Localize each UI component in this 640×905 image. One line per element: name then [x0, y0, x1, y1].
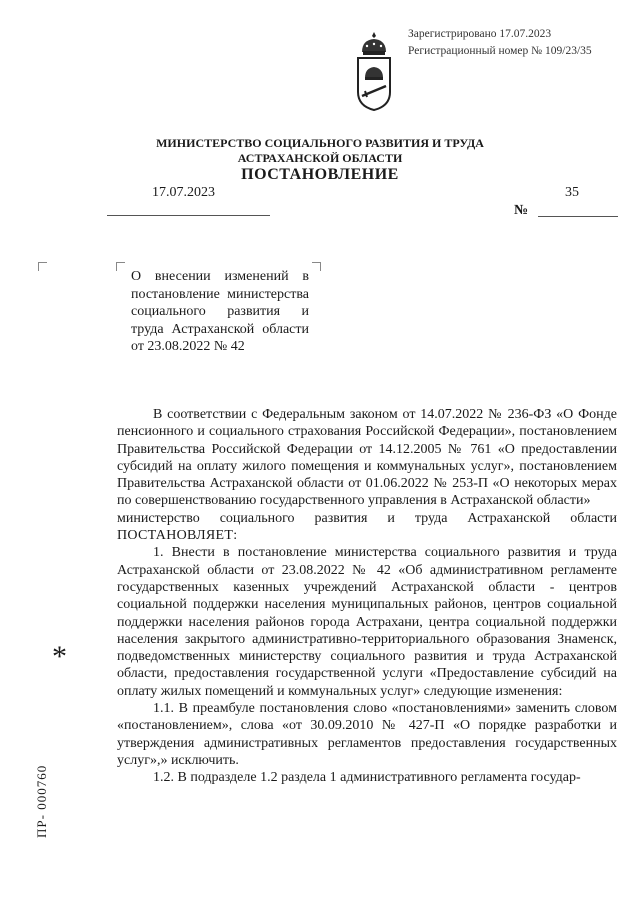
document-number: 35 [565, 185, 579, 200]
number-sign: № [514, 203, 529, 218]
date-underline [107, 215, 270, 216]
registration-date: Зарегистрировано 17.07.2023 [408, 28, 552, 40]
document-type: ПОСТАНОВЛЕНИЕ [241, 166, 399, 183]
ministry-line-1: МИНИСТЕРСТВО СОЦИАЛЬНОГО РАЗВИТИЯ И ТРУДА [156, 136, 484, 150]
number-underline [538, 216, 618, 217]
ministry-line-2: АСТРАХАНСКОЙ ОБЛАСТИ [237, 151, 403, 165]
resolves-heading: ПОСТАНОВЛЯЕТ: [117, 528, 238, 544]
margin-document-code: ПР- 000760 [34, 764, 49, 838]
document-date: 17.07.2023 [152, 185, 215, 200]
subject-corner-top-right [312, 262, 321, 271]
margin-corner-mark [38, 262, 47, 271]
subject-corner-top-left [116, 262, 125, 271]
registration-number: Регистрационный номер № 109/23/35 [408, 45, 592, 57]
preamble-paragraph: В соответствии с Федеральным законом от 14.07.2022 № 236-ФЗ «О Фонде пенсионного и социального страхования Российской Федерации», постановлением Правительства Российской Федерации от 14.12.2005 № 761 «О предоставлении субсидий на оплату жилого помещения и коммунальных услуг», постановлением Правительства Астраханской области от 01.06.2022 № 253-П «О некоторых мерах по совершенствованию государственного управления в Астраханской области» [117, 407, 617, 509]
item-1-1-paragraph: 1.1. В преамбуле постановления слово «постановлениями» заменить словом «постановлением», слова «от 30.09.2010 № 427-П «О порядке разработки и утверждения административных регламентов предоставления государственных услуг»,» исключить. [117, 701, 617, 768]
authority-paragraph: министерство социального развития и труда Астраханской области [117, 510, 617, 526]
item-1-2-paragraph: 1.2. В подразделе 1.2 раздела 1 административного регламента государ- [153, 770, 581, 786]
margin-star-mark: * [52, 640, 67, 673]
ministry-name [0, 136, 640, 166]
document-subject: О внесении изменений в постановление министерства социального развития и труда Астраханской области от 23.08.2022 № 42 [131, 269, 309, 354]
document-body [117, 406, 617, 787]
registration-stamp [408, 26, 592, 60]
item-1-paragraph: 1. Внести в постановление министерства социального развития и труда Астраханской области от 23.08.2022 № 42 «Об административном регламенте государственных казенных учреждений Астраханской области - центров социальной поддержки населения муниципальных районов, центров социальной поддержки населения районов города Астрахани, центра социальной поддержки населения закрытого административно-территориального образования Знаменск, подведомственных министерству социального развития и труда Астраханской области, предоставления государственной услуги «Предоставление субсидий на оплату жилых помещений и коммунальных услуг» следующие изменения: [117, 545, 617, 699]
coat-of-arms-icon [354, 30, 394, 114]
